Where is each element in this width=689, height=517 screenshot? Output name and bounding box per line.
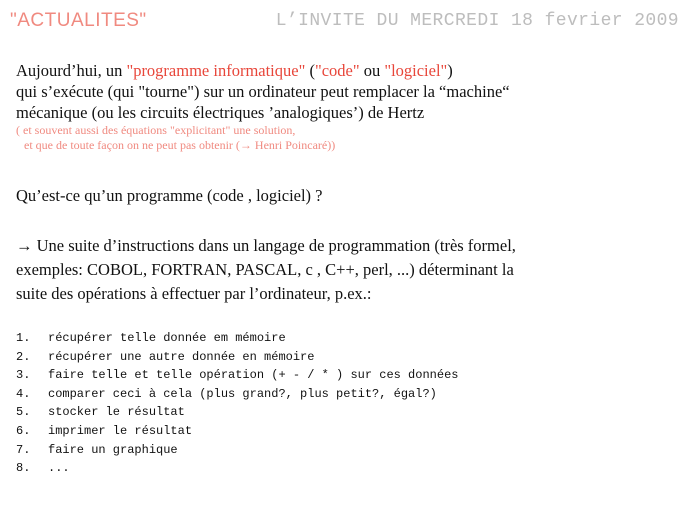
- answer-line-2: exemples: COBOL, FORTRAN, PASCAL, c , C++, perl, ...) déterminant la: [16, 260, 514, 279]
- slide-title: L’INVITE DU MERCREDI 18 fevrier 2009: [275, 11, 679, 31]
- intro-paragraph: [16, 60, 675, 153]
- list-item-number: 2.: [16, 349, 31, 364]
- highlight-code: "code": [314, 61, 360, 80]
- list-item-number: 7.: [16, 442, 31, 457]
- list-item-number: 1.: [16, 331, 31, 345]
- list-item-number: 4.: [16, 386, 31, 401]
- answer-line-1: → Une suite d’instructions dans un langage de programmation (très formel,: [16, 236, 516, 255]
- list-item-text: récupérer telle donnée em mémoire: [48, 331, 286, 345]
- list-item: [16, 366, 458, 385]
- answer-line-3: suite des opérations à effectuer par l’ordinateur, p.ex.:: [16, 284, 372, 303]
- question: Qu’est-ce qu’un programme (code , logiciel) ?: [16, 186, 323, 205]
- note-line-1: ( et souvent aussi des équations "explicitant" une solution,: [16, 123, 296, 137]
- steps-list: [16, 329, 458, 478]
- note-line-2: et que de toute façon on ne peut pas obtenir (→ Henri Poincaré)): [24, 138, 336, 152]
- list-item: [16, 422, 458, 441]
- intro-line-1: [16, 60, 675, 81]
- intro-text: (: [305, 61, 315, 80]
- list-item: [16, 459, 458, 478]
- list-item-text: faire telle et telle opération (+ - / * ) sur ces données: [48, 368, 459, 383]
- list-item-number: 6.: [16, 423, 31, 438]
- list-item-number: 3.: [16, 368, 31, 383]
- intro-text: Aujourd’hui, un: [16, 61, 127, 80]
- list-item-text: faire un graphique: [48, 442, 178, 457]
- list-item: [16, 348, 458, 367]
- highlight-logiciel: "logiciel": [384, 61, 448, 80]
- list-item-text: récupérer une autre donnée en mémoire: [48, 349, 315, 364]
- slide-header: [10, 6, 679, 36]
- answer-paragraph: [16, 234, 675, 306]
- list-item-text: ...: [48, 461, 70, 476]
- list-item: [16, 403, 458, 422]
- list-item: [16, 329, 458, 348]
- list-item-text: imprimer le résultat: [48, 423, 193, 438]
- highlight-programme: "programme informatique": [126, 61, 306, 80]
- intro-note: [16, 123, 675, 153]
- list-item-number: 5.: [16, 405, 31, 420]
- list-item-number: 8.: [16, 461, 31, 476]
- list-item-text: comparer ceci à cela (plus grand?, plus petit?, égal?): [48, 386, 437, 401]
- section-tag: "ACTUALITES": [10, 10, 147, 31]
- list-item-text: stocker le résultat: [48, 405, 185, 420]
- intro-line-3: mécanique (ou les circuits électriques ’analogiques’) de Hertz: [16, 103, 425, 122]
- list-item: [16, 385, 458, 404]
- list-item: [16, 441, 458, 460]
- intro-text: ): [447, 61, 453, 80]
- intro-line-2: qui s’exécute (qui "tourne") sur un ordinateur peut remplacer la “machine“: [16, 82, 510, 101]
- intro-text: ou: [359, 61, 385, 80]
